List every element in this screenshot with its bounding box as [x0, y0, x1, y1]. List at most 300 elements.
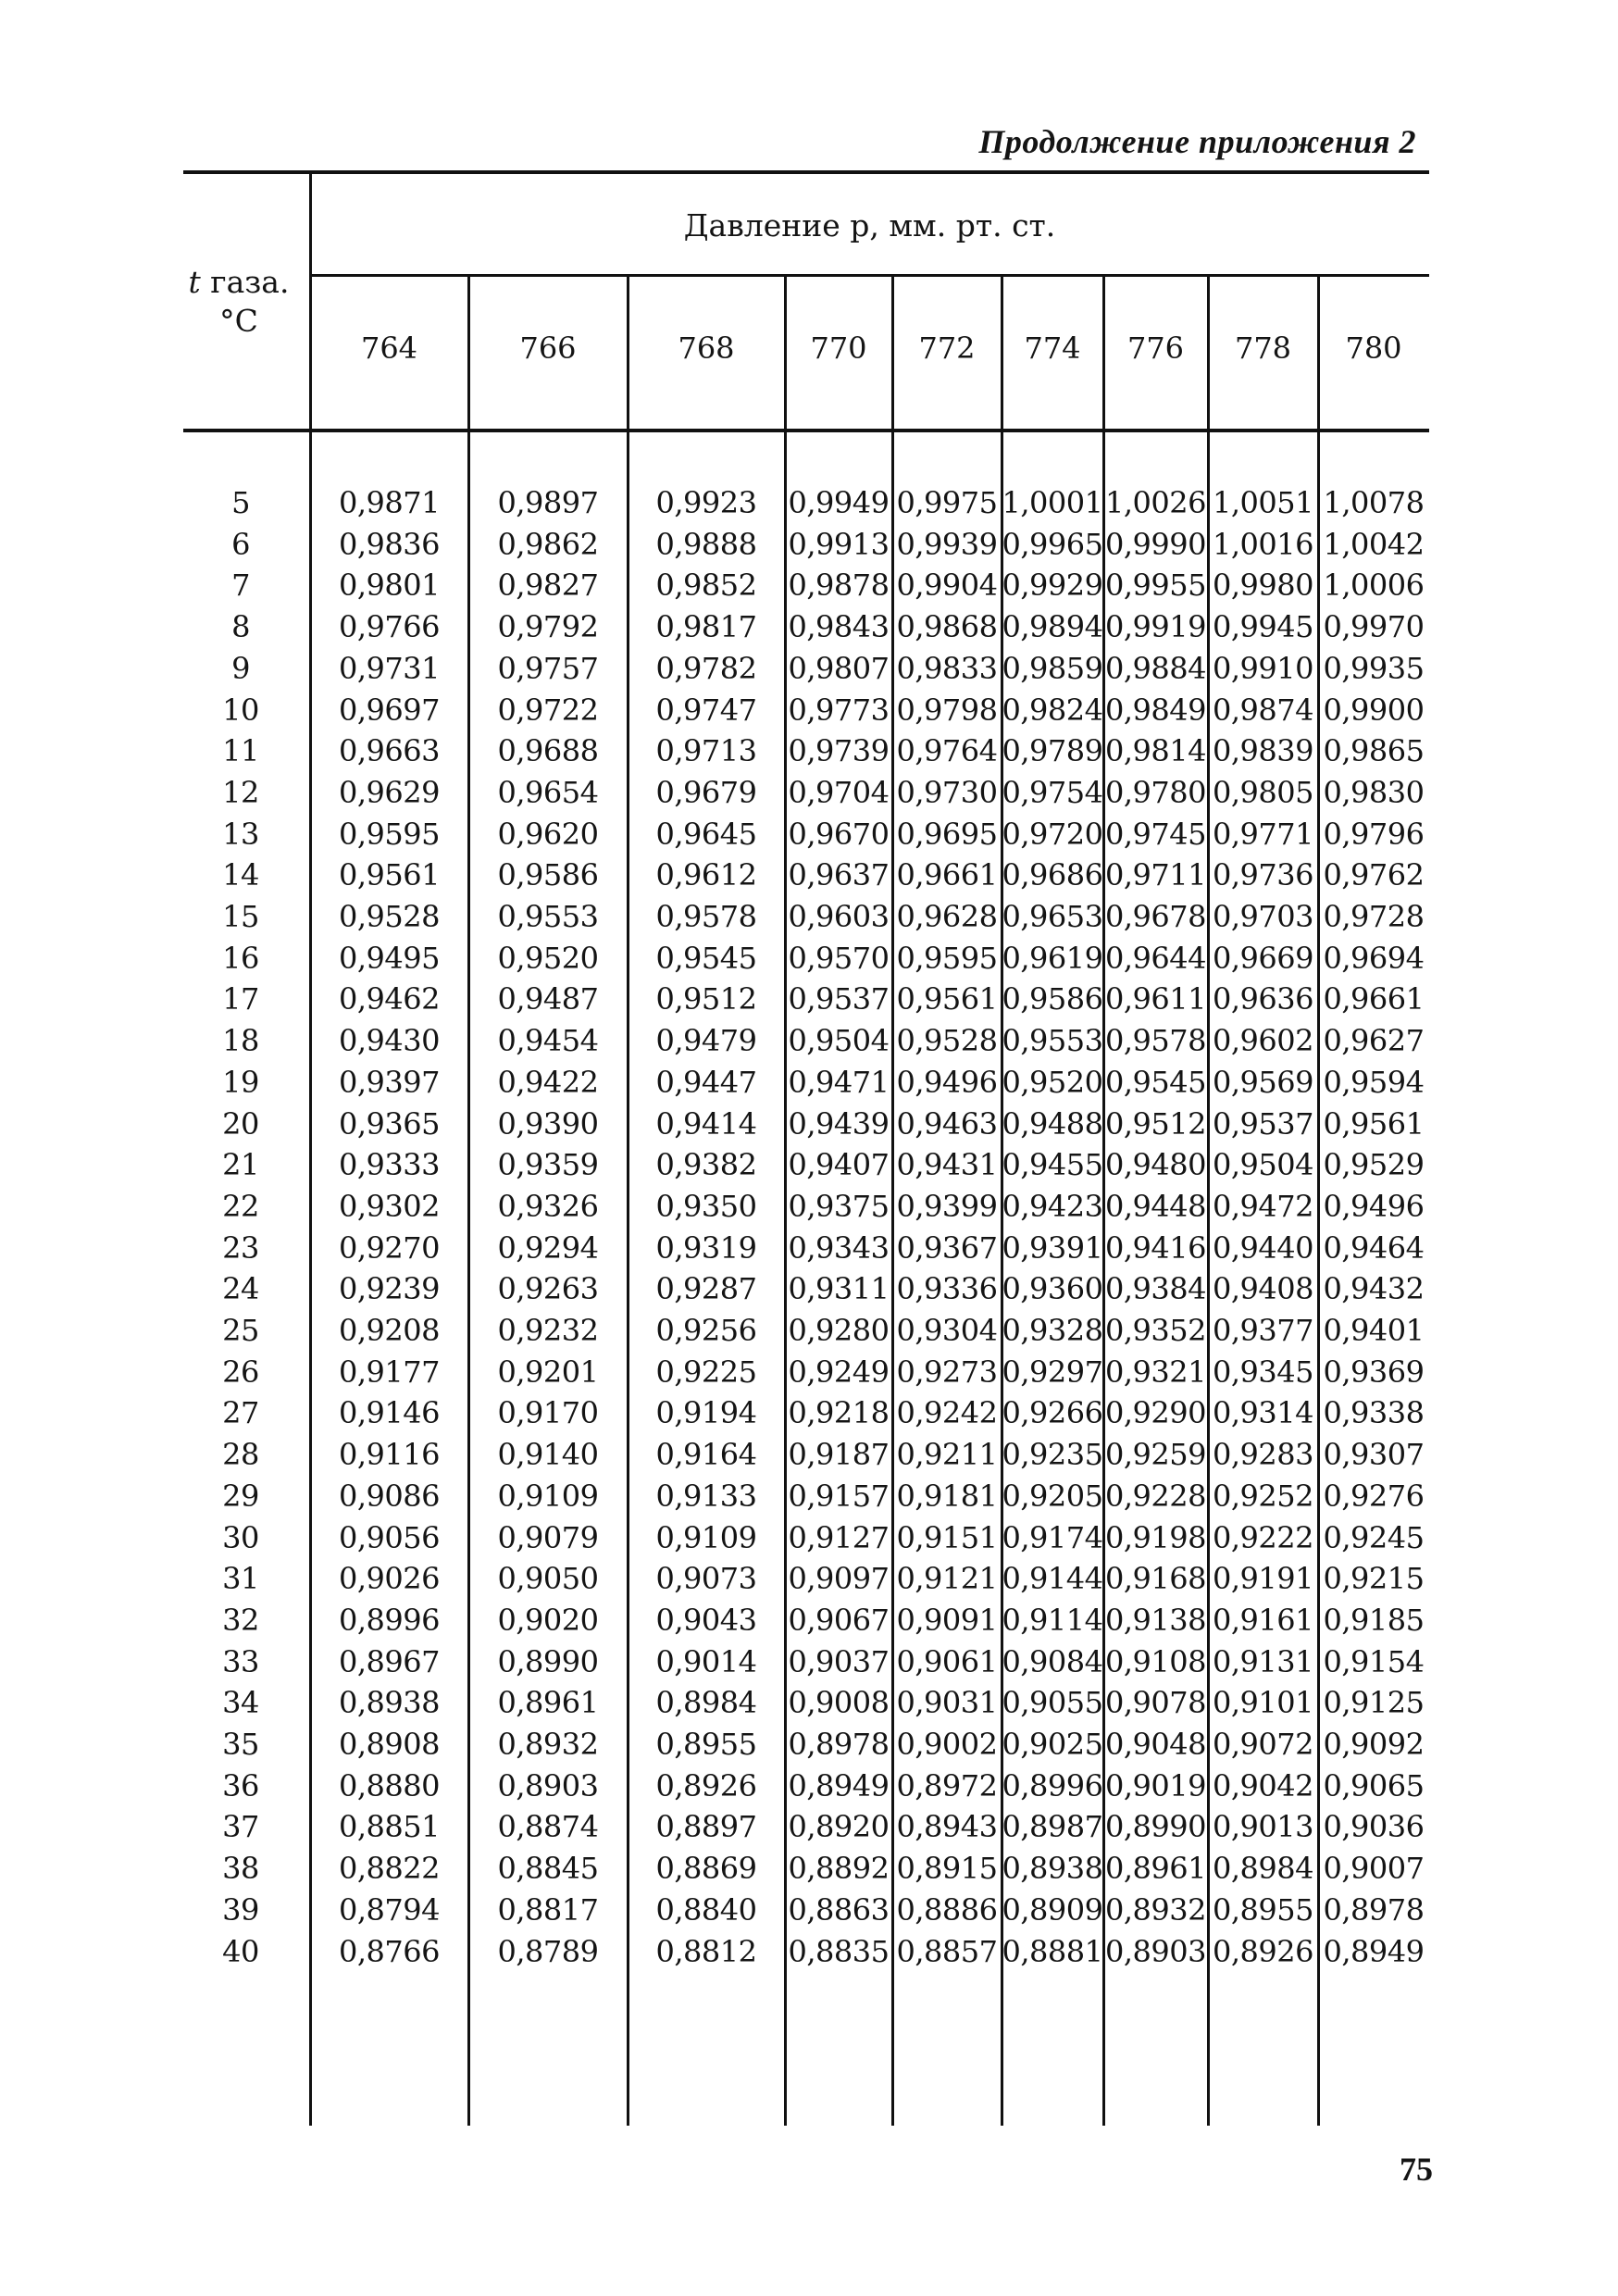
correction-factor-cell: 0,9670 [788, 816, 890, 852]
correction-factor-cell: 0,9359 [497, 1147, 599, 1183]
pressure-column-header: 772 [918, 331, 976, 366]
correction-factor-cell: 0,9913 [788, 526, 890, 562]
correction-factor-cell: 0,9235 [1002, 1437, 1103, 1473]
correction-factor-cell: 0,9414 [655, 1105, 757, 1142]
correction-factor-cell: 0,9472 [1213, 1188, 1313, 1224]
pressure-column-header: 774 [1024, 331, 1081, 366]
correction-factor-cell: 0,9929 [1002, 568, 1103, 604]
correction-factor-cell: 0,9703 [1213, 899, 1313, 934]
correction-factor-cell: 0,9430 [339, 1023, 440, 1059]
correction-factor-cell: 0,8978 [1323, 1891, 1425, 1928]
column-divider [1317, 276, 1320, 429]
correction-factor-cell: 0,9157 [788, 1478, 890, 1514]
correction-factor-cell: 0,8987 [1002, 1809, 1103, 1845]
correction-factor-cell: 0,9073 [655, 1561, 757, 1597]
correction-factor-cell: 0,9369 [1323, 1354, 1425, 1390]
correction-factor-cell: 0,9945 [1213, 609, 1313, 645]
correction-factor-cell: 0,9252 [1213, 1478, 1313, 1514]
column-divider [1207, 276, 1210, 429]
correction-factor-cell: 0,9185 [1323, 1602, 1425, 1638]
correction-factor-cell: 0,8892 [788, 1851, 890, 1887]
correction-factor-cell: 0,9440 [1213, 1229, 1313, 1266]
correction-factor-cell: 1,0016 [1213, 526, 1313, 562]
correction-factor-cell: 0,9654 [497, 774, 599, 810]
table-row [0, 896, 1618, 938]
correction-factor-cell: 0,9980 [1213, 568, 1313, 604]
table-row [0, 1682, 1618, 1724]
correction-factor-cell: 0,9399 [896, 1188, 998, 1224]
table-row [0, 855, 1618, 896]
correction-factor-cell: 0,8874 [497, 1809, 599, 1845]
pressure-group-header: Давление p, мм. рт. ст. [683, 207, 1056, 243]
correction-factor-cell: 0,9529 [1323, 1147, 1425, 1183]
correction-factor-cell: 0,8869 [655, 1851, 757, 1887]
correction-factor-cell: 0,9164 [655, 1437, 757, 1473]
correction-factor-cell: 0,8961 [1105, 1851, 1206, 1887]
temperature-cell: 39 [222, 1891, 259, 1928]
correction-factor-cell: 0,9131 [1213, 1643, 1313, 1679]
correction-factor-cell: 0,8903 [497, 1767, 599, 1803]
column-divider [467, 276, 470, 429]
pressure-column-header: 778 [1234, 331, 1292, 366]
temperature-cell: 26 [222, 1354, 259, 1390]
correction-factor-cell: 0,9545 [655, 940, 757, 976]
correction-factor-cell: 0,9013 [1213, 1809, 1313, 1845]
correction-factor-cell: 0,9782 [655, 650, 757, 686]
correction-factor-cell: 0,9764 [896, 733, 998, 769]
table-row [0, 1062, 1618, 1104]
correction-factor-cell: 0,9757 [497, 650, 599, 686]
correction-factor-cell: 1,0051 [1213, 485, 1313, 520]
column-divider [309, 172, 312, 429]
correction-factor-cell: 0,9211 [896, 1437, 998, 1473]
correction-factor-cell: 0,9384 [1105, 1271, 1206, 1307]
correction-factor-cell: 0,9939 [896, 526, 998, 562]
correction-factor-cell: 0,9602 [1213, 1023, 1313, 1059]
correction-factor-cell: 0,9570 [788, 940, 890, 976]
correction-factor-cell: 0,9259 [1105, 1437, 1206, 1473]
temperature-cell: 7 [231, 568, 250, 604]
correction-factor-cell: 0,9377 [1213, 1313, 1313, 1348]
temperature-cell: 40 [222, 1933, 259, 1969]
table-row [0, 1476, 1618, 1517]
table-row [0, 1228, 1618, 1269]
correction-factor-cell: 0,9745 [1105, 816, 1206, 852]
correction-factor-cell: 0,9287 [655, 1271, 757, 1307]
correction-factor-cell: 0,9061 [896, 1643, 998, 1679]
correction-factor-cell: 0,9326 [497, 1188, 599, 1224]
correction-factor-cell: 0,9109 [497, 1478, 599, 1514]
correction-factor-cell: 0,8955 [1213, 1891, 1313, 1928]
correction-factor-cell: 0,8996 [1002, 1767, 1103, 1803]
correction-factor-cell: 0,9628 [896, 899, 998, 934]
correction-factor-cell: 0,9146 [339, 1395, 440, 1431]
correction-factor-cell: 0,9042 [1213, 1767, 1313, 1803]
correction-factor-cell: 0,9894 [1002, 609, 1103, 645]
correction-factor-cell: 0,9280 [788, 1313, 890, 1348]
correction-factor-cell: 0,9843 [788, 609, 890, 645]
correction-factor-cell: 0,9307 [1323, 1437, 1425, 1473]
temperature-cell: 25 [222, 1313, 259, 1348]
correction-factor-cell: 0,9408 [1213, 1271, 1313, 1307]
correction-factor-cell: 0,9704 [788, 774, 890, 810]
correction-factor-cell: 0,9201 [497, 1354, 599, 1390]
correction-factor-cell: 0,9852 [655, 568, 757, 604]
correction-factor-cell: 0,9496 [896, 1064, 998, 1100]
correction-factor-cell: 0,9955 [1105, 568, 1206, 604]
temperature-cell: 14 [222, 857, 259, 893]
correction-factor-cell: 0,8920 [788, 1809, 890, 1845]
correction-factor-cell: 0,8822 [339, 1851, 440, 1887]
correction-factor-cell: 0,8949 [1323, 1933, 1425, 1969]
correction-factor-cell: 0,9561 [339, 857, 440, 893]
correction-factor-cell: 0,9728 [1323, 899, 1425, 934]
correction-factor-cell: 0,9382 [655, 1147, 757, 1183]
correction-factor-cell: 0,9798 [896, 692, 998, 728]
correction-factor-cell: 0,9688 [497, 733, 599, 769]
correction-factor-cell: 0,9471 [788, 1064, 890, 1100]
correction-factor-cell: 0,8926 [1213, 1933, 1313, 1969]
correction-factor-cell: 0,9097 [788, 1561, 890, 1597]
correction-factor-cell: 0,9031 [896, 1685, 998, 1721]
correction-factor-cell: 0,9739 [788, 733, 890, 769]
correction-factor-cell: 0,9653 [1002, 899, 1103, 934]
table-row [0, 1186, 1618, 1228]
correction-factor-cell: 0,8863 [788, 1891, 890, 1928]
pressure-column-header: 766 [519, 331, 577, 366]
temp-label: газа. [200, 264, 290, 300]
table-top-rule [183, 170, 1429, 174]
correction-factor-cell: 0,9897 [497, 485, 599, 520]
page-heading: Продолжение приложения 2 [978, 123, 1416, 160]
table-row [0, 1766, 1618, 1807]
correction-factor-cell: 0,9352 [1105, 1313, 1206, 1348]
temperature-cell: 22 [222, 1188, 259, 1224]
table-row [0, 1848, 1618, 1890]
correction-factor-cell: 0,9545 [1105, 1064, 1206, 1100]
correction-factor-cell: 0,9431 [896, 1147, 998, 1183]
table-row [0, 814, 1618, 855]
correction-factor-cell: 0,8926 [655, 1767, 757, 1803]
temperature-cell: 28 [222, 1437, 259, 1473]
correction-factor-cell: 0,9020 [497, 1602, 599, 1638]
correction-factor-cell: 0,9187 [788, 1437, 890, 1473]
correction-factor-cell: 0,9528 [896, 1023, 998, 1059]
correction-factor-cell: 0,8794 [339, 1891, 440, 1928]
correction-factor-cell: 0,9504 [1213, 1147, 1313, 1183]
correction-factor-cell: 0,9722 [497, 692, 599, 728]
correction-factor-cell: 0,9462 [339, 981, 440, 1017]
pressure-column-header: 780 [1345, 331, 1402, 366]
correction-factor-cell: 0,9454 [497, 1023, 599, 1059]
correction-factor-cell: 0,9923 [655, 485, 757, 520]
correction-factor-cell: 0,9390 [497, 1105, 599, 1142]
column-divider [891, 276, 894, 429]
correction-factor-cell: 0,9865 [1323, 733, 1425, 769]
correction-factor-cell: 0,9336 [896, 1271, 998, 1307]
correction-factor-cell: 0,9736 [1213, 857, 1313, 893]
correction-factor-cell: 0,9520 [497, 940, 599, 976]
column-divider [784, 276, 787, 429]
correction-factor-cell: 0,9910 [1213, 650, 1313, 686]
temperature-column-header [174, 263, 304, 341]
correction-factor-cell: 0,9302 [339, 1188, 440, 1224]
correction-factor-cell: 0,8961 [497, 1685, 599, 1721]
correction-factor-cell: 0,8978 [788, 1727, 890, 1762]
correction-factor-cell: 0,8845 [497, 1851, 599, 1887]
correction-factor-cell: 0,9900 [1323, 692, 1425, 728]
correction-factor-cell: 0,9824 [1002, 692, 1103, 728]
temperature-cell: 34 [222, 1685, 259, 1721]
correction-factor-cell: 0,9874 [1213, 692, 1313, 728]
correction-factor-cell: 0,9678 [1105, 899, 1206, 934]
correction-factor-cell: 0,9321 [1105, 1354, 1206, 1390]
temperature-cell: 5 [231, 485, 250, 520]
correction-factor-cell: 0,9578 [655, 899, 757, 934]
correction-factor-cell: 0,9228 [1105, 1478, 1206, 1514]
temperature-cell: 10 [222, 692, 259, 728]
pressure-column-header: 770 [810, 331, 867, 366]
correction-factor-cell: 0,9878 [788, 568, 890, 604]
correction-factor-cell: 0,8789 [497, 1933, 599, 1969]
table-row [0, 1144, 1618, 1186]
correction-factor-cell: 0,9773 [788, 692, 890, 728]
correction-factor-cell: 0,9036 [1323, 1809, 1425, 1845]
table-row [0, 1600, 1618, 1641]
correction-factor-cell: 0,8812 [655, 1933, 757, 1969]
temp-unit: °C [219, 303, 258, 339]
correction-factor-cell: 0,8972 [896, 1767, 998, 1803]
correction-factor-cell: 0,9208 [339, 1313, 440, 1348]
correction-factor-cell: 0,9780 [1105, 774, 1206, 810]
correction-factor-cell: 0,8943 [896, 1809, 998, 1845]
correction-factor-cell: 0,9679 [655, 774, 757, 810]
correction-factor-cell: 0,9827 [497, 568, 599, 604]
correction-factor-cell: 0,9026 [339, 1561, 440, 1597]
correction-factor-cell: 0,8886 [896, 1891, 998, 1928]
correction-factor-cell: 0,9170 [497, 1395, 599, 1431]
correction-factor-cell: 0,9697 [339, 692, 440, 728]
correction-factor-cell: 0,9154 [1323, 1643, 1425, 1679]
correction-factor-cell: 0,9304 [896, 1313, 998, 1348]
correction-factor-cell: 0,9695 [896, 816, 998, 852]
correction-factor-cell: 0,9025 [1002, 1727, 1103, 1762]
correction-factor-cell: 0,9375 [788, 1188, 890, 1224]
temperature-cell: 20 [222, 1105, 259, 1142]
correction-factor-cell: 0,8766 [339, 1933, 440, 1969]
correction-factor-cell: 0,9553 [497, 899, 599, 934]
correction-factor-cell: 0,9839 [1213, 733, 1313, 769]
correction-factor-cell: 0,9771 [1213, 816, 1313, 852]
table-row [0, 1806, 1618, 1848]
correction-factor-cell: 0,9448 [1105, 1188, 1206, 1224]
correction-factor-cell: 0,9168 [1105, 1561, 1206, 1597]
table-row [0, 772, 1618, 814]
correction-factor-cell: 0,9232 [497, 1313, 599, 1348]
table-row [0, 690, 1618, 731]
correction-factor-cell: 0,9807 [788, 650, 890, 686]
correction-factor-cell: 0,9127 [788, 1519, 890, 1555]
correction-factor-cell: 0,9116 [339, 1437, 440, 1473]
correction-factor-cell: 0,9067 [788, 1602, 890, 1638]
correction-factor-cell: 0,9629 [339, 774, 440, 810]
correction-factor-cell: 0,8990 [1105, 1809, 1206, 1845]
correction-factor-cell: 0,9215 [1323, 1561, 1425, 1597]
correction-factor-cell: 0,9138 [1105, 1602, 1206, 1638]
correction-factor-cell: 0,9528 [339, 899, 440, 934]
correction-factor-cell: 0,9830 [1323, 774, 1425, 810]
correction-factor-cell: 0,9256 [655, 1313, 757, 1348]
correction-factor-cell: 0,8984 [1213, 1851, 1313, 1887]
table-row [0, 1724, 1618, 1766]
correction-factor-cell: 0,9019 [1105, 1767, 1206, 1803]
column-divider [627, 276, 629, 429]
correction-factor-cell: 0,9222 [1213, 1519, 1313, 1555]
temperature-cell: 24 [222, 1271, 259, 1307]
correction-factor-cell: 0,8932 [497, 1727, 599, 1762]
correction-factor-cell: 0,9512 [655, 981, 757, 1017]
table-row [0, 1558, 1618, 1600]
correction-factor-cell: 0,9669 [1213, 940, 1313, 976]
correction-factor-cell: 0,9365 [339, 1105, 440, 1142]
correction-factor-cell: 0,9360 [1002, 1271, 1103, 1307]
correction-factor-cell: 0,9747 [655, 692, 757, 728]
correction-factor-cell: 0,9694 [1323, 940, 1425, 976]
correction-factor-cell: 0,9487 [497, 981, 599, 1017]
correction-factor-cell: 0,9161 [1213, 1602, 1313, 1638]
correction-factor-cell: 0,9644 [1105, 940, 1206, 976]
correction-factor-cell: 0,9611 [1105, 981, 1206, 1017]
correction-factor-cell: 0,9603 [788, 899, 890, 934]
correction-factor-cell: 0,9140 [497, 1437, 599, 1473]
correction-factor-cell: 0,9619 [1002, 940, 1103, 976]
correction-factor-cell: 0,9048 [1105, 1727, 1206, 1762]
correction-factor-cell: 0,9789 [1002, 733, 1103, 769]
correction-factor-cell: 0,9463 [896, 1105, 998, 1142]
correction-factor-cell: 1,0006 [1323, 568, 1425, 604]
correction-factor-cell: 0,9133 [655, 1478, 757, 1514]
correction-factor-cell: 0,9065 [1323, 1767, 1425, 1803]
column-divider [1102, 276, 1105, 429]
correction-factor-cell: 0,9294 [497, 1229, 599, 1266]
temp-symbol: t [188, 264, 201, 300]
correction-factor-cell: 0,9319 [655, 1229, 757, 1266]
correction-factor-cell: 0,9086 [339, 1478, 440, 1514]
correction-factor-cell: 0,9043 [655, 1602, 757, 1638]
correction-factor-cell: 0,9578 [1105, 1023, 1206, 1059]
correction-factor-cell: 0,9888 [655, 526, 757, 562]
correction-factor-cell: 0,9496 [1323, 1188, 1425, 1224]
correction-factor-cell: 0,9586 [1002, 981, 1103, 1017]
temperature-cell: 15 [222, 899, 259, 934]
table-row [0, 979, 1618, 1020]
correction-factor-cell: 0,8897 [655, 1809, 757, 1845]
correction-factor-cell: 0,9181 [896, 1478, 998, 1514]
correction-factor-cell: 0,9177 [339, 1354, 440, 1390]
correction-factor-cell: 0,9328 [1002, 1313, 1103, 1348]
correction-factor-cell: 0,9297 [1002, 1354, 1103, 1390]
correction-factor-cell: 0,9037 [788, 1643, 890, 1679]
correction-factor-cell: 0,9078 [1105, 1685, 1206, 1721]
correction-factor-cell: 0,8938 [1002, 1851, 1103, 1887]
table-row [0, 524, 1618, 566]
temperature-cell: 11 [222, 733, 259, 769]
correction-factor-cell: 0,9990 [1105, 526, 1206, 562]
correction-factor-cell: 0,9480 [1105, 1147, 1206, 1183]
correction-factor-cell: 0,9014 [655, 1643, 757, 1679]
correction-factor-cell: 0,9663 [339, 733, 440, 769]
correction-factor-cell: 0,9595 [339, 816, 440, 852]
correction-factor-cell: 0,9970 [1323, 609, 1425, 645]
correction-factor-cell: 0,8909 [1002, 1891, 1103, 1928]
correction-factor-cell: 0,9205 [1002, 1478, 1103, 1514]
correction-factor-cell: 0,9422 [497, 1064, 599, 1100]
correction-factor-cell: 0,9290 [1105, 1395, 1206, 1431]
correction-factor-cell: 1,0078 [1323, 485, 1425, 520]
correction-factor-cell: 0,9849 [1105, 692, 1206, 728]
correction-factor-cell: 0,9242 [896, 1395, 998, 1431]
correction-factor-cell: 0,9871 [339, 485, 440, 520]
correction-factor-cell: 0,8880 [339, 1767, 440, 1803]
temperature-cell: 30 [222, 1519, 259, 1555]
correction-factor-cell: 0,9423 [1002, 1188, 1103, 1224]
table-row [0, 1352, 1618, 1393]
correction-factor-cell: 0,9151 [896, 1519, 998, 1555]
table-row [0, 1392, 1618, 1434]
correction-factor-cell: 0,9464 [1323, 1229, 1425, 1266]
correction-factor-cell: 0,9949 [788, 485, 890, 520]
correction-factor-cell: 0,9447 [655, 1064, 757, 1100]
correction-factor-cell: 0,9636 [1213, 981, 1313, 1017]
table-row [0, 1434, 1618, 1476]
correction-factor-cell: 0,9056 [339, 1519, 440, 1555]
correction-factor-cell: 0,8881 [1002, 1933, 1103, 1969]
temperature-cell: 17 [222, 981, 259, 1017]
temperature-cell: 27 [222, 1395, 259, 1431]
correction-factor-cell: 0,8949 [788, 1767, 890, 1803]
table-row [0, 1104, 1618, 1145]
correction-factor-cell: 0,9935 [1323, 650, 1425, 686]
table-row [0, 1268, 1618, 1310]
correction-factor-cell: 0,9661 [896, 857, 998, 893]
pressure-column-header: 768 [678, 331, 735, 366]
column-divider [1001, 276, 1003, 429]
table-row [0, 1020, 1618, 1062]
correction-factor-cell: 0,9801 [339, 568, 440, 604]
correction-factor-cell: 0,9283 [1213, 1437, 1313, 1473]
correction-factor-cell: 0,9367 [896, 1229, 998, 1266]
correction-factor-cell: 0,9595 [896, 940, 998, 976]
correction-factor-cell: 0,9904 [896, 568, 998, 604]
correction-factor-cell: 0,8996 [339, 1602, 440, 1638]
correction-factor-cell: 0,9338 [1323, 1395, 1425, 1431]
correction-factor-cell: 0,9762 [1323, 857, 1425, 893]
temperature-cell: 21 [222, 1147, 259, 1183]
correction-factor-cell: 0,9273 [896, 1354, 998, 1390]
correction-factor-cell: 0,9766 [339, 609, 440, 645]
correction-factor-cell: 0,9194 [655, 1395, 757, 1431]
correction-factor-cell: 0,9055 [1002, 1685, 1103, 1721]
correction-factor-cell: 0,9730 [896, 774, 998, 810]
correction-factor-cell: 0,9218 [788, 1395, 890, 1431]
table-row [0, 1310, 1618, 1352]
table-row [0, 1931, 1618, 1973]
correction-factor-cell: 0,9311 [788, 1271, 890, 1307]
correction-factor-cell: 0,9612 [655, 857, 757, 893]
correction-factor-cell: 0,9817 [655, 609, 757, 645]
correction-factor-cell: 0,9569 [1213, 1064, 1313, 1100]
temperature-cell: 8 [231, 609, 250, 645]
